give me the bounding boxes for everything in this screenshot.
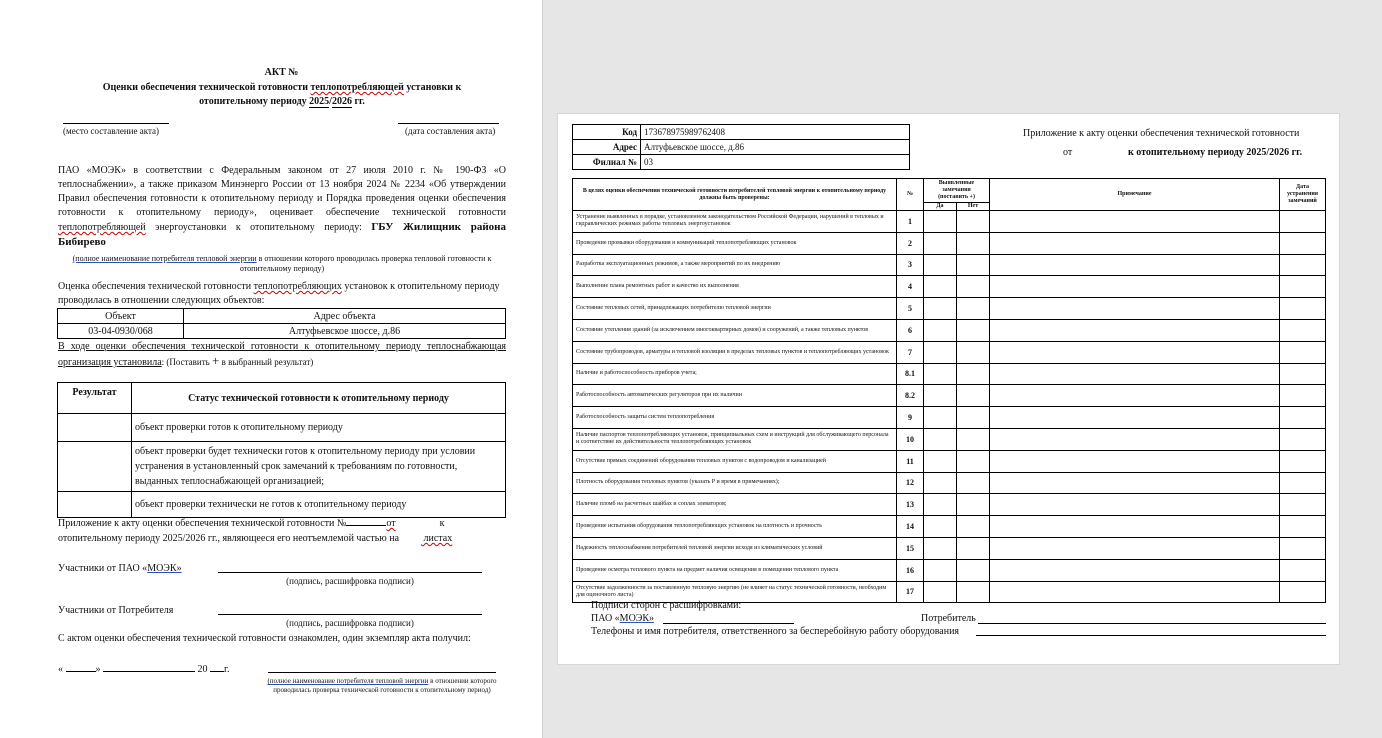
consumer-name: ГБУ Жилищник района Бибирево	[58, 221, 506, 248]
date-cell[interactable]	[1280, 211, 1326, 233]
bottom-hint: (полное наименование потребителя тепловой энергии в отношении которого проводилась проверка технической готовности к отопительному период)	[267, 677, 497, 694]
participants-moek: Участники от ПАО «МОЭК»	[58, 563, 182, 574]
table-row	[573, 537, 1326, 559]
no-cell[interactable]	[957, 298, 990, 320]
col-remarks: Выявленные замечания (поставить +)	[924, 179, 990, 203]
consumer-name-line[interactable]	[268, 672, 496, 673]
signature-label: (подпись, расшифровка подписи)	[286, 618, 414, 628]
yes-cell[interactable]	[924, 385, 957, 407]
note-cell[interactable]	[990, 428, 1280, 450]
check-item-text: Надежность теплоснабжения потребителей тепловой энергии исходя из климатических условий	[573, 537, 897, 559]
yes-cell[interactable]	[924, 276, 957, 298]
note-cell[interactable]	[990, 581, 1280, 603]
table-row	[573, 319, 1326, 341]
appendix-title: Приложение к акту оценки обеспечения технической готовности	[1023, 128, 1300, 139]
note-cell[interactable]	[990, 298, 1280, 320]
table-row	[573, 363, 1326, 385]
code-label: Код	[573, 125, 641, 140]
sign-consumer: Потребитель	[921, 613, 976, 624]
check-item-num: 14	[897, 516, 924, 538]
check-item-text: Состояние утепления зданий (за исключением многоквартирных домов) и сооружений, а также тепловых пунктов	[573, 319, 897, 341]
check-item-num: 7	[897, 341, 924, 363]
date-cell[interactable]	[1280, 341, 1326, 363]
note-cell[interactable]	[990, 276, 1280, 298]
check-item-num: 1	[897, 211, 924, 233]
yes-cell[interactable]	[924, 537, 957, 559]
no-cell[interactable]	[957, 494, 990, 516]
address-row	[573, 140, 910, 155]
acknowledgement-text: С актом оценки обеспечения технической готовности ознакомлен, один экземпляр акта получил:	[58, 633, 471, 644]
check-item-num: 3	[897, 254, 924, 276]
date-cell[interactable]	[1280, 232, 1326, 254]
col-check: В целях оценки обеспечения технической готовности потребителей тепловой энергии к отопительному периоду должны быть проверены:	[573, 179, 897, 211]
note-cell[interactable]	[990, 211, 1280, 233]
yes-cell[interactable]	[924, 428, 957, 450]
check-item-text: Наличие пломб на расчетных шайбах и соплах элеваторов;	[573, 494, 897, 516]
results-header-row	[58, 383, 506, 414]
table-row	[58, 442, 506, 492]
table-row	[573, 407, 1326, 429]
consumer-sign-line[interactable]	[978, 623, 1326, 624]
note-cell[interactable]	[990, 472, 1280, 494]
result-cell[interactable]	[58, 492, 132, 518]
branch-row	[573, 155, 910, 170]
no-cell[interactable]	[957, 407, 990, 429]
check-item-text: Отсутствие задолженности за поставленную тепловую энергию (не влияет на статус технической готовности, необходим для оценочного листа)	[573, 581, 897, 603]
check-item-text: Состояние тепловых сетей, принадлежащих потребителю тепловой энергии	[573, 298, 897, 320]
note-cell[interactable]	[990, 363, 1280, 385]
yes-cell[interactable]	[924, 232, 957, 254]
no-cell[interactable]	[957, 341, 990, 363]
note-cell[interactable]	[990, 559, 1280, 581]
note-cell[interactable]	[990, 232, 1280, 254]
table-row	[573, 276, 1326, 298]
moek-sign-line[interactable]	[663, 623, 794, 624]
yes-cell[interactable]	[924, 211, 957, 233]
date-cell[interactable]	[1280, 472, 1326, 494]
date-cell[interactable]	[1280, 516, 1326, 538]
table-row	[573, 211, 1326, 233]
note-cell[interactable]	[990, 516, 1280, 538]
col-num: №	[897, 179, 924, 211]
appendix-paragraph: Приложение к акту оценки обеспечения технической готовности № от к отопительному периоду 2025/2026 гг., являющееся его неотъемлемой частью на листах	[58, 518, 453, 544]
address-value: Алтуфьевское шоссе, д.86	[641, 140, 910, 155]
date-cell[interactable]	[1280, 254, 1326, 276]
no-cell[interactable]	[957, 211, 990, 233]
result-header: Результат	[58, 383, 132, 414]
result-cell[interactable]	[58, 442, 132, 492]
status-text: объект проверки будет технически готов к отопительному периоду при условии устранения в установленный срок замечаний к требованиям по готовности, выданных теплоснабжающей организацией;	[132, 442, 506, 492]
no-cell[interactable]	[957, 472, 990, 494]
appendix-period: к отопительному периоду 2025/2026 гг.	[1128, 147, 1303, 158]
table-row	[58, 414, 506, 442]
date-cell[interactable]	[1280, 363, 1326, 385]
check-item-text: Выполнение плана ремонтных работ и качество их выполнения	[573, 276, 897, 298]
col-object: Объект	[58, 309, 184, 324]
table-row	[573, 341, 1326, 363]
no-cell[interactable]	[957, 363, 990, 385]
signatures-title: Подписи сторон с расшифровками:	[591, 600, 742, 611]
col-no: Нет	[957, 203, 990, 211]
branch-label: Филиал №	[573, 155, 641, 170]
check-item-text: Работоспособность автоматических регуляторов при их наличии	[573, 385, 897, 407]
intro-paragraph: ПАО «МОЭК» в соответствии с Федеральным законом от 27 июля 2010 г. № 190-ФЗ «О теплоснабжении», а также приказом Минэнерго России от 13 ноября 2024 № 2234 «Об утверждении Правил обеспечения готовности к отопительному периоду и Порядка проведения оценки обеспечения готовности к отопительному периоду», оценивает обеспечение технической готовности теплопотребляющей энергоустановки к отопительному периоду: ГБУ Жилищник района Бибирево	[58, 165, 506, 248]
consumer-hint: (полное наименование потребителя тепловой энергии в отношении которого проводилась проверка тепловой готовности к отопительному периоду)	[72, 254, 492, 273]
note-cell[interactable]	[990, 537, 1280, 559]
yes-cell[interactable]	[924, 363, 957, 385]
moek-signature-line[interactable]	[218, 572, 482, 573]
check-item-num: 6	[897, 319, 924, 341]
check-item-num: 8.1	[897, 363, 924, 385]
acknowledgement-date: « » 20 г.	[58, 664, 230, 675]
table-row	[58, 324, 506, 339]
no-cell[interactable]	[957, 319, 990, 341]
date-cell[interactable]	[1280, 276, 1326, 298]
table-row	[573, 254, 1326, 276]
place-label: (место составление акта)	[63, 126, 159, 136]
object-info-table	[572, 124, 910, 170]
date-label: (дата составления акта)	[405, 126, 496, 136]
objects-header-row	[58, 309, 506, 324]
check-item-text: Наличие паспортов теплопотребляющих установок, принципиальных схем и инструкций для обслуживающего персонала и соответствие их действительности теплопотребляющих установок	[573, 428, 897, 450]
check-item-text: Проведение осмотра теплового пункта на предмет наличия освещения в помещении теплового пункта	[573, 559, 897, 581]
address-label: Адрес	[573, 140, 641, 155]
check-item-num: 15	[897, 537, 924, 559]
appendix-from: от	[1063, 147, 1073, 158]
participants-consumer: Участники от Потребителя	[58, 605, 174, 616]
check-item-num: 12	[897, 472, 924, 494]
code-row	[573, 125, 910, 140]
no-cell[interactable]	[957, 276, 990, 298]
place-line	[63, 123, 169, 124]
branch-value: 03	[641, 155, 910, 170]
code-value: 173678975989762408	[641, 125, 910, 140]
note-cell[interactable]	[990, 407, 1280, 429]
objects-paragraph: Оценка обеспечения технической готовности теплопотребляющих установок к отопительному периоду проводилась в отношении следующих объектов:	[58, 281, 500, 306]
note-cell[interactable]	[990, 450, 1280, 472]
note-cell[interactable]	[990, 254, 1280, 276]
table-row	[573, 559, 1326, 581]
no-cell[interactable]	[957, 232, 990, 254]
yes-cell[interactable]	[924, 450, 957, 472]
note-cell[interactable]	[990, 319, 1280, 341]
checklist-header-row	[573, 179, 1326, 203]
no-cell[interactable]	[957, 537, 990, 559]
table-row	[573, 494, 1326, 516]
check-item-text: Работоспособность защиты систем теплопотребления	[573, 407, 897, 429]
yes-cell[interactable]	[924, 581, 957, 603]
date-cell[interactable]	[1280, 494, 1326, 516]
result-cell[interactable]	[58, 414, 132, 442]
check-item-num: 2	[897, 232, 924, 254]
table-row	[58, 492, 506, 518]
yes-cell[interactable]	[924, 341, 957, 363]
no-cell[interactable]	[957, 254, 990, 276]
phones-label: Телефоны и имя потребителя, ответственного за бесперебойную работу оборудования	[591, 626, 960, 637]
act-title: АКТ №	[264, 67, 299, 78]
no-cell[interactable]	[957, 428, 990, 450]
yes-cell[interactable]	[924, 298, 957, 320]
check-item-num: 17	[897, 581, 924, 603]
yes-cell[interactable]	[924, 254, 957, 276]
object-code: 03-04-0930/068	[58, 324, 184, 339]
checklist-table	[572, 178, 1326, 603]
date-cell[interactable]	[1280, 581, 1326, 603]
check-item-text: Устранение выявленных в порядке, установленном законодательством Российской Федерации, нарушений в тепловых и гидравлических режимах работы тепловых энергоустановок	[573, 211, 897, 233]
check-item-text: Состояние трубопроводов, арматуры и тепловой изоляции в пределах тепловых пунктов и теплопотребляющих установок	[573, 341, 897, 363]
object-address: Алтуфьевское шоссе, д.86	[184, 324, 506, 339]
table-row	[573, 298, 1326, 320]
check-item-text: Отсутствие прямых соединений оборудования тепловых пунктов с водопроводом и канализацией	[573, 450, 897, 472]
results-table	[57, 382, 506, 518]
yes-cell[interactable]	[924, 319, 957, 341]
yes-cell[interactable]	[924, 516, 957, 538]
check-item-num: 10	[897, 428, 924, 450]
result-paragraph: В ходе оценки обеспечения технической готовности к отопительному периоду теплоснабжающая организация установила: (Поставить + в выбранный результат)	[58, 341, 506, 368]
no-cell[interactable]	[957, 516, 990, 538]
status-text: объект проверки технически не готов к отопительному периоду	[132, 492, 506, 518]
no-cell[interactable]	[957, 450, 990, 472]
check-item-num: 9	[897, 407, 924, 429]
no-cell[interactable]	[957, 559, 990, 581]
table-row	[573, 385, 1326, 407]
yes-cell[interactable]	[924, 494, 957, 516]
table-row	[573, 450, 1326, 472]
table-row	[573, 516, 1326, 538]
col-date: Дата устранения замечаний	[1280, 179, 1326, 211]
check-item-num: 11	[897, 450, 924, 472]
appendix-page	[557, 113, 1340, 665]
col-yes: Да	[924, 203, 957, 211]
date-cell[interactable]	[1280, 407, 1326, 429]
no-cell[interactable]	[957, 385, 990, 407]
table-row	[573, 232, 1326, 254]
check-item-text: Проведение промывки оборудования и коммуникаций теплопотребляющих установок	[573, 232, 897, 254]
table-row	[573, 428, 1326, 450]
check-item-num: 8.2	[897, 385, 924, 407]
consumer-signature-line[interactable]	[218, 614, 482, 615]
check-item-text: Наличие и работоспособность приборов учета;	[573, 363, 897, 385]
no-cell[interactable]	[957, 581, 990, 603]
check-item-num: 16	[897, 559, 924, 581]
status-text: объект проверки готов к отопительному периоду	[132, 414, 506, 442]
sign-moek: ПАО «МОЭК»	[591, 613, 655, 624]
check-item-num: 5	[897, 298, 924, 320]
yes-cell[interactable]	[924, 407, 957, 429]
date-cell[interactable]	[1280, 559, 1326, 581]
date-cell[interactable]	[1280, 319, 1326, 341]
yes-cell[interactable]	[924, 472, 957, 494]
note-cell[interactable]	[990, 494, 1280, 516]
check-item-num: 13	[897, 494, 924, 516]
col-address: Адрес объекта	[184, 309, 506, 324]
note-cell[interactable]	[990, 341, 1280, 363]
check-item-text: Разработка эксплуатационных режимов, а также мероприятий по их внедрению	[573, 254, 897, 276]
check-item-text: Проведение испытания оборудования теплопотребляющих установок на плотность и прочность	[573, 516, 897, 538]
signature-label: (подпись, расшифровка подписи)	[286, 576, 414, 586]
date-cell[interactable]	[1280, 450, 1326, 472]
date-cell[interactable]	[1280, 298, 1326, 320]
table-row	[573, 472, 1326, 494]
date-cell[interactable]	[1280, 537, 1326, 559]
date-line	[398, 123, 499, 124]
phones-line[interactable]	[976, 635, 1326, 636]
date-cell[interactable]	[1280, 428, 1326, 450]
yes-cell[interactable]	[924, 559, 957, 581]
check-item-text: Плотность оборудования тепловых пунктов (указать Р и время в примечаниях);	[573, 472, 897, 494]
act-page	[0, 0, 543, 738]
status-header: Статус технической готовности к отопительному периоду	[132, 383, 506, 414]
objects-table	[57, 308, 506, 339]
note-cell[interactable]	[990, 385, 1280, 407]
check-item-num: 4	[897, 276, 924, 298]
act-subtitle: Оценки обеспечения технической готовности теплопотребляющей установки к отопительному периоду 2025/2026 гг.	[102, 82, 462, 107]
col-note: Примечание	[990, 179, 1280, 211]
date-cell[interactable]	[1280, 385, 1326, 407]
